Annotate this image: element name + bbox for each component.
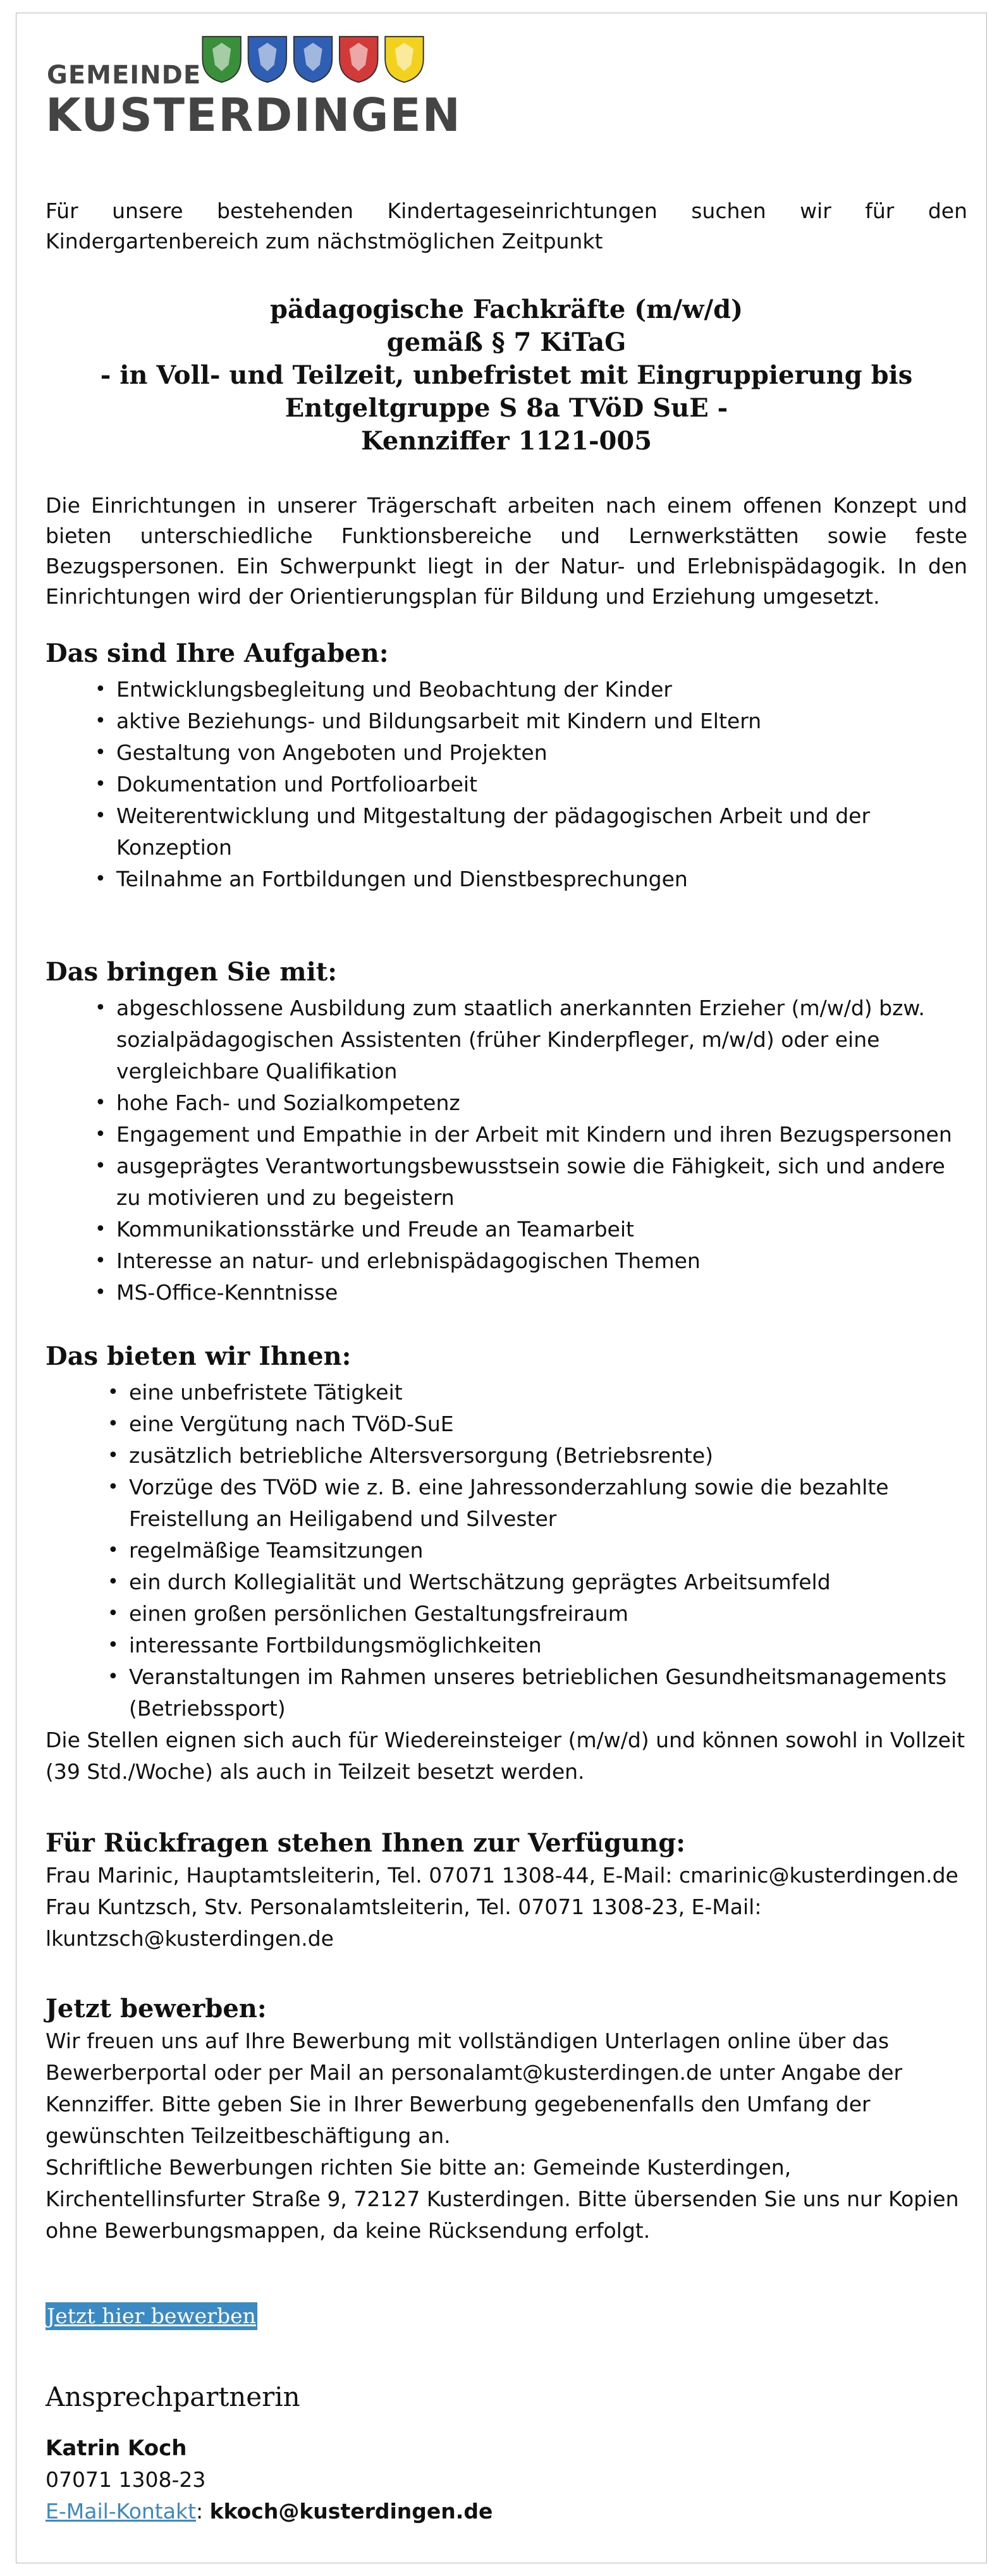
list-item: • MS-Office-Kenntnisse (116, 1277, 967, 1309)
list-item: • interessante Fortbildungsmöglichkeiten (129, 1630, 967, 1661)
job-title-line: Entgeltgruppe S 8a TVöD SuE - (285, 393, 728, 423)
list-item: • zusätzlich betriebliche Altersversorgung (Betriebsrente) (129, 1440, 967, 1472)
list-item: • ein durch Kollegialität und Wertschätzung geprägtes Arbeitsumfeld (129, 1566, 967, 1598)
list-item: • eine Vergütung nach TVöD-SuE (129, 1408, 967, 1440)
contact-email: kkoch@kusterdingen.de (209, 2499, 493, 2524)
list-item: • hohe Fach- und Sozialkompetenz (116, 1087, 967, 1119)
list-item: • einen großen persönlichen Gestaltungsfreiraum (129, 1598, 967, 1630)
list-item: • regelmäßige Teamsitzungen (129, 1535, 967, 1566)
contact-phone: 07071 1308-23 (46, 2467, 206, 2492)
requirements-heading: Das bringen Sie mit: (46, 957, 338, 987)
list-item: • Dokumentation und Portfolioarbeit (116, 769, 967, 800)
list-item: • Teilnahme an Fortbildungen und Dienstbesprechungen (116, 864, 967, 895)
job-title-line: Kennziffer 1121-005 (360, 426, 652, 456)
list-item: • Entwicklungsbegleitung und Beobachtung der Kinder (116, 674, 967, 705)
requirements-list (46, 992, 967, 1309)
list-item: • Veranstaltungen im Rahmen unseres betrieblichen Gesundheitsmanagements (Betriebssport) (129, 1661, 967, 1724)
job-title-line: gemäß § 7 KiTaG (386, 327, 627, 357)
questions-heading: Für Rückfragen stehen Ihnen zur Verfügung: (46, 1828, 685, 1858)
description-text: Die Einrichtungen in unserer Trägerschaft arbeiten nach einem offenen Konzept und bieten unterschiedliche Funktionsbereiche und Lernwerkstätten sowie feste Bezugspersonen. Ein Schwerpunkt liegt in der Natur- und Erlebnispädagogik. In den Einrichtungen wird der Orientierungsplan für Bildung und Erziehung umgesetzt. (46, 493, 967, 609)
tasks-section (46, 637, 967, 895)
coat-of-arms-icons (197, 34, 431, 85)
intro-text: Für unsere bestehenden Kindertageseinrichtungen suchen wir für den Kindergartenbereich zum nächstmöglichen Zeitpunkt (46, 198, 967, 253)
apply-section (46, 1993, 967, 2330)
list-item: • ausgeprägtes Verantwortungsbewusstsein sowie die Fähigkeit, sich und andere zu motivieren und zu begeistern (116, 1151, 967, 1214)
logo-municipality-name: KUSTERDINGEN (46, 89, 462, 142)
questions-section (46, 1827, 967, 1955)
list-item: • abgeschlossene Ausbildung zum staatlich anerkannten Erzieher (m/w/d) bzw. sozialpädagogischen Assistenten (früher Kinderpfleger, m/w/d) oder eine vergleichbare Qualifikation (116, 992, 967, 1087)
tasks-list (46, 674, 967, 895)
offer-note: Die Stellen eignen sich auch für Wiedereinsteiger (m/w/d) und können sowohl in Vollzeit (39 Std./Woche) als auch in Teilzeit besetzt werden. (46, 1728, 965, 1784)
email-contact-link[interactable]: E-Mail-Kontakt (46, 2499, 197, 2524)
job-title (46, 293, 967, 458)
logo-gemeinde-text: GEMEINDE (47, 61, 202, 90)
contact-name: Katrin Koch (46, 2436, 187, 2461)
offer-section (46, 1340, 967, 1788)
municipality-logo (46, 25, 967, 145)
contact-heading: Ansprechpartnerin (46, 2381, 300, 2412)
list-item: • Gestaltung von Angeboten und Projekten (116, 737, 967, 769)
job-posting (46, 25, 967, 2527)
list-item: • eine unbefristete Tätigkeit (129, 1377, 967, 1408)
contact-line-marinic: Frau Marinic, Hauptamtsleiterin, Tel. 07071 1308-44, E-Mail: cmarinic@kusterdingen.de (46, 1863, 958, 1888)
list-item: • Weiterentwicklung und Mitgestaltung der pädagogischen Arbeit und der Konzeption (116, 800, 967, 864)
contact-line-kuntzsch: Frau Kuntzsch, Stv. Personalamtsleiterin, Tel. 07071 1308-23, E-Mail: lkuntzsch@kusterdingen.de (46, 1895, 762, 1951)
list-item: • Kommunikationsstärke und Freude an Teamarbeit (116, 1214, 967, 1245)
contact-section (46, 2379, 967, 2527)
offer-list (46, 1377, 967, 1724)
apply-now-link[interactable]: Jetzt hier bewerben (46, 2302, 257, 2330)
job-title-line: - in Voll- und Teilzeit, unbefristet mit Eingruppierung bis (100, 360, 913, 390)
tasks-heading: Das sind Ihre Aufgaben: (46, 638, 389, 668)
requirements-section (46, 956, 967, 1309)
job-title-line: pädagogische Fachkräfte (m/w/d) (269, 295, 744, 324)
list-item: • Engagement und Empathie in der Arbeit mit Kindern und ihren Bezugspersonen (116, 1119, 967, 1151)
list-item: • Interesse an natur- und erlebnispädagogischen Themen (116, 1245, 967, 1277)
list-item: • Vorzüge des TVöD wie z. B. eine Jahressonderzahlung sowie die bezahlte Freistellung an Heiligabend und Silvester (129, 1472, 967, 1535)
email-separator: : (196, 2499, 210, 2524)
contact-email-line (46, 2496, 967, 2527)
postal-apply-text: Schriftliche Bewerbungen richten Sie bitte an: Gemeinde Kusterdingen, Kirchentellinsfurter Straße 9, 72127 Kusterdingen. Bitte übersenden Sie uns nur Kopien ohne Bewerbungsmappen, da keine Rücksendung erfolgt. (46, 2155, 959, 2243)
list-item: • aktive Beziehungs- und Bildungsarbeit mit Kindern und Eltern (116, 705, 967, 737)
apply-heading: Jetzt bewerben: (46, 1994, 267, 2024)
offer-heading: Das bieten wir Ihnen: (46, 1341, 352, 1371)
apply-text: Wir freuen uns auf Ihre Bewerbung mit vollständigen Unterlagen online über das Bewerberportal oder per Mail an personalamt@kusterdingen.de unter Angabe der Kennziffer. Bitte geben Sie in Ihrer Bewerbung gegebenenfalls den Umfang der gewünschten Teilzeitbeschäftigung an. (46, 2029, 903, 2148)
